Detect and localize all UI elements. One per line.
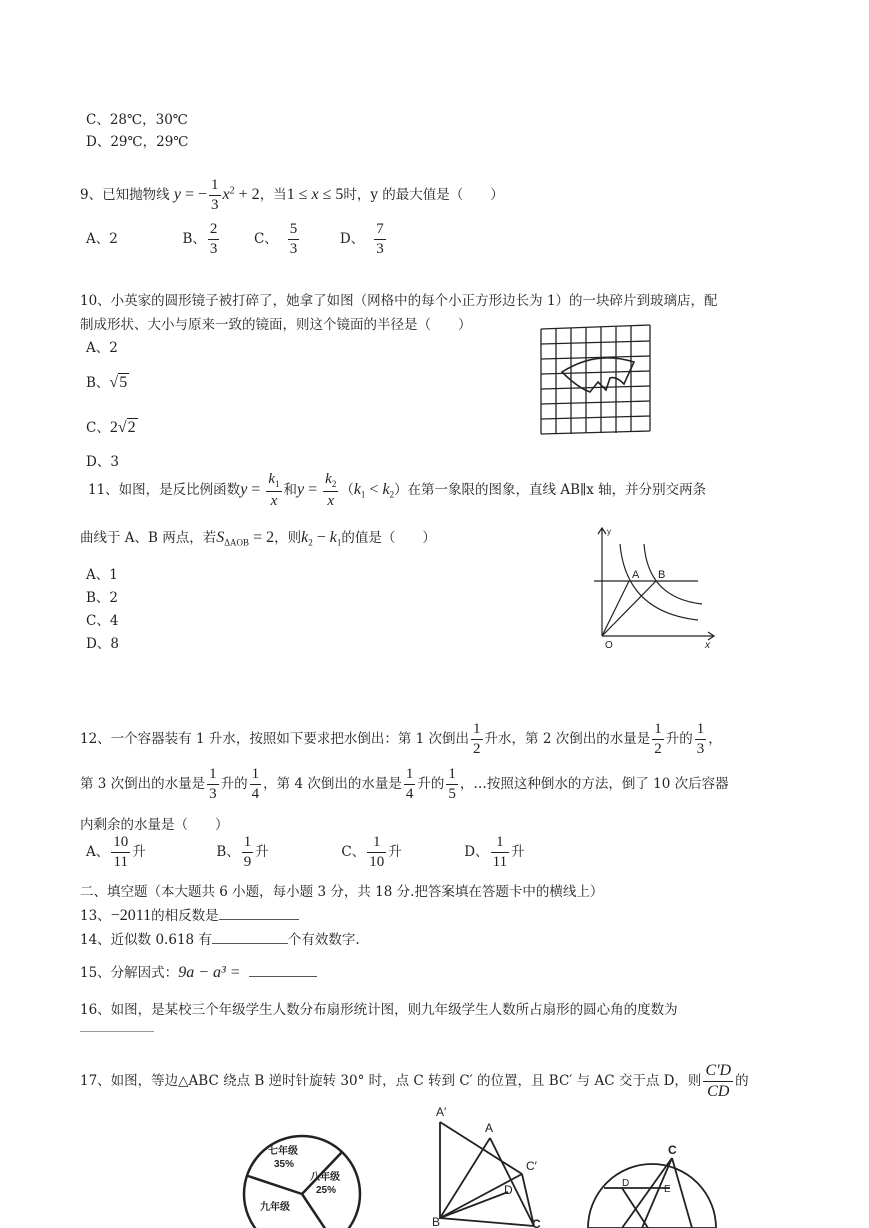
q11-line-2: 曲线于 A、B 两点，若$S_{\Delta AOB} = 2$，则$k_2 - k_1$的值是（ ）	[80, 529, 436, 548]
q9-option-b: B、	[182, 231, 206, 247]
q12-line-3: 内剩余的水量是（ ）	[80, 817, 229, 833]
pie-label-grade-7: 七年级	[268, 1146, 298, 1157]
graph-label-x: x	[705, 640, 710, 651]
q8-option-d: D、29℃，29℃	[86, 134, 189, 150]
pie-pct-grade-8: 25%	[316, 1185, 337, 1196]
q11-line-1: 11、如图，是反比例函数y = $\frac{k_1}{x}$ 和y = $\frac{k_2}{x}$ $(k_1 < k_2)$在第一象限的图象，直线 AB∥x 轴，并分别交两条	[88, 471, 707, 509]
question-15: 15、分解因式：9a − a³ =	[80, 961, 317, 982]
triangle-label-c-prime: C′	[526, 1159, 537, 1173]
q12-line-1: 12、一个容器装有 1 升水，按照如下要求把水倒出：第 1 次倒出 $\frac{1}{2}$ 升水，第 2 次倒出的水量是 $\frac{1}{2}$ 升的 $\frac{1}{3}$ ，	[80, 721, 722, 757]
semicircle-figure	[582, 1140, 722, 1228]
question-9: 9、已知抛物线 y = − $\frac{1}{3}$ $x^2 + 2$，当1 ≤ x ≤ 5时，y 的最大值是（ ）	[80, 177, 504, 213]
question-14: 14、近似数 0.618 有 个有效数字.	[80, 932, 360, 948]
q9-options: A、2 B、 $\frac{2}{3}$ C、 $\frac{5}{3}$ D、 $\frac{7}{3}$	[86, 221, 384, 257]
q8-option-c: C、28℃，30℃	[86, 112, 188, 128]
rotated-triangle-figure	[428, 1102, 558, 1228]
graph-label-b: B	[658, 569, 666, 581]
q10-option-a: A、2	[86, 340, 118, 356]
question-17: 17、如图，等边△ABC 绕点 B 逆时针旋转 30° 时，点 C 转到 C′ 的位置，且 BC′ 与 AC 交于点 D，则 $\frac{C'D}{CD}$ 的	[80, 1062, 749, 1100]
semicircle-label-d: D	[622, 1178, 630, 1189]
q10-option-b: B、√5	[86, 374, 128, 391]
q16-answer-blank	[80, 1020, 154, 1036]
q10-option-c: C、2√2	[86, 419, 136, 436]
q11-option-d: D、8	[86, 636, 119, 652]
q9-option-d: D、	[339, 231, 365, 247]
q9-option-c: C、	[253, 231, 278, 247]
q10-option-d: D、3	[86, 454, 119, 470]
q12-line-2: 第 3 次倒出的水量是 $\frac{1}{3}$ 升的 $\frac{1}{4}$ ，第 4 次倒出的水量是 $\frac{1}{4}$ 升的 $\frac{1}{5}$ ，…按照这种倒水的方法，倒了 10 次后容器	[80, 766, 729, 802]
grade-pie-chart	[238, 1130, 368, 1228]
triangle-label-d: D	[504, 1183, 513, 1197]
mirror-fragment-grid	[538, 322, 654, 438]
pie-pct-grade-7: 35%	[274, 1159, 295, 1170]
graph-label-y: y	[607, 527, 611, 536]
graph-label-o: O	[605, 640, 613, 651]
q10-line-2: 制成形状、大小与原来一致的镜面，则这个镜面的半径是（ ）	[80, 317, 472, 333]
graph-label-a: A	[632, 569, 640, 581]
q10-line-1: 10、小英家的圆形镜子被打碎了，她拿了如图（网格中的每个小正方形边长为 1）的一块碎片到玻璃店，配	[80, 293, 718, 309]
q11-option-a: A、1	[86, 567, 118, 583]
q9-option-a: A、2	[86, 231, 118, 247]
triangle-label-b: B	[432, 1215, 441, 1228]
section-2-heading: 二、填空题（本大题共 6 小题，每小题 3 分，共 18 分.把答案填在答题卡中的横线上）	[80, 884, 604, 900]
pie-label-grade-8: 八年级	[310, 1172, 340, 1183]
triangle-label-a-prime: A′	[436, 1105, 447, 1119]
question-13: 13、−2011的相反数是	[80, 904, 299, 925]
triangle-label-a: A	[485, 1121, 494, 1135]
triangle-label-c: C	[532, 1217, 541, 1228]
semicircle-label-c: C	[668, 1143, 677, 1157]
q11-option-c: C、4	[86, 613, 119, 629]
question-16: 16、如图，是某校三个年级学生人数分布扇形统计图，则九年级学生人数所占扇形的圆心角的度数为	[80, 1002, 678, 1018]
q12-options: A、 $\frac{10}{11}$ 升 B、 $\frac{1}{9}$ 升 C、 $\frac{1}{10}$ 升 D、 $\frac{1}{11}$ 升	[86, 834, 525, 870]
semicircle-label-e: E	[664, 1184, 671, 1195]
q11-option-b: B、2	[86, 590, 119, 606]
pie-label-grade-9: 九年级	[260, 1202, 290, 1213]
inverse-proportion-graph	[590, 522, 720, 652]
